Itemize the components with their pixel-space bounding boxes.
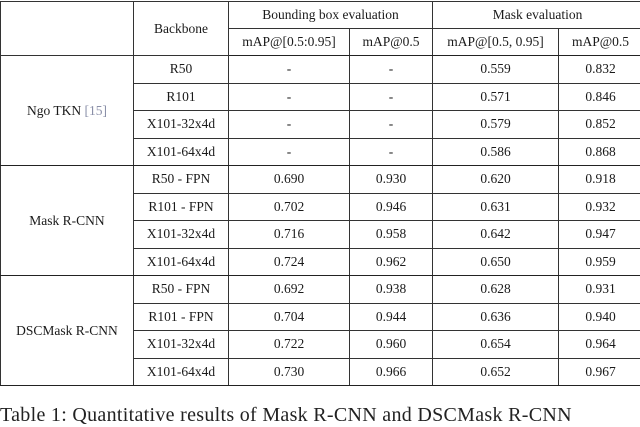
- method-name: Mask R-CNN: [29, 213, 104, 228]
- method-cell: [1, 166, 134, 276]
- mask-map50-cell: 0.947: [559, 221, 640, 249]
- bbox-map-cell: -: [229, 111, 350, 139]
- backbone-cell: X101-64x4d: [134, 248, 229, 276]
- backbone-cell: X101-32x4d: [134, 331, 229, 359]
- bbox-map50-cell-best: 0.966: [350, 358, 433, 386]
- backbone-cell: R101 - FPN: [134, 193, 229, 221]
- backbone-cell: R101: [134, 83, 229, 111]
- bbox-map-cell: 0.716: [229, 221, 350, 249]
- mask-map50-cell: 0.959: [559, 248, 640, 276]
- backbone-cell: X101-32x4d: [134, 221, 229, 249]
- header-mask-evaluation: Mask evaluation: [433, 2, 640, 29]
- mask-map-cell: 0.620: [433, 166, 559, 194]
- mask-map50-cell: 0.846: [559, 83, 640, 111]
- header-mask-map-range: mAP@[0.5, 0.95]: [433, 29, 559, 56]
- bbox-map-cell: -: [229, 83, 350, 111]
- mask-map50-cell: 0.940: [559, 303, 640, 331]
- backbone-cell: R50: [134, 56, 229, 84]
- mask-map-cell: 0.631: [433, 193, 559, 221]
- mask-map-cell: 0.571: [433, 83, 559, 111]
- mask-map-cell: 0.636: [433, 303, 559, 331]
- mask-map-cell-best: 0.654: [433, 331, 559, 359]
- header-mask-map-50: mAP@0.5: [559, 29, 640, 56]
- mask-map50-cell: 0.832: [559, 56, 640, 84]
- backbone-cell: X101-64x4d: [134, 138, 229, 166]
- mask-map50-cell: 0.918: [559, 166, 640, 194]
- mask-map50-cell-best: 0.967: [559, 358, 640, 386]
- bbox-map-cell: 0.704: [229, 303, 350, 331]
- bbox-map50-cell: -: [350, 83, 433, 111]
- header-backbone: Backbone: [134, 2, 229, 56]
- mask-map-cell: 0.579: [433, 111, 559, 139]
- mask-map-cell: 0.642: [433, 221, 559, 249]
- method-cell: [1, 56, 134, 166]
- backbone-cell: X101-32x4d: [134, 111, 229, 139]
- backbone-cell: R50 - FPN: [134, 276, 229, 304]
- bbox-map-cell: 0.702: [229, 193, 350, 221]
- mask-map-cell: 0.559: [433, 56, 559, 84]
- bbox-map-cell: -: [229, 138, 350, 166]
- table-row: [1, 166, 640, 194]
- header-bbox-map-range: mAP@[0.5:0.95]: [229, 29, 350, 56]
- bbox-map50-cell: 0.946: [350, 193, 433, 221]
- header-bbox-map-50: mAP@0.5: [350, 29, 433, 56]
- corner-cell: [1, 2, 134, 56]
- header-bbox-evaluation: Bounding box evaluation: [229, 2, 433, 29]
- table-caption: Table 1: Quantitative results of Mask R-CNN and DSCMask R-CNN: [0, 404, 572, 427]
- bbox-map50-cell: -: [350, 111, 433, 139]
- backbone-cell: X101-64x4d: [134, 358, 229, 386]
- method-name: DSCMask R-CNN: [16, 323, 118, 338]
- bbox-map50-cell: 0.938: [350, 276, 433, 304]
- table-row: [1, 56, 640, 84]
- bbox-map50-cell: 0.962: [350, 248, 433, 276]
- backbone-cell: R101 - FPN: [134, 303, 229, 331]
- bbox-map50-cell: 0.958: [350, 221, 433, 249]
- mask-map50-cell: 0.964: [559, 331, 640, 359]
- method-cell: [1, 276, 134, 386]
- mask-map-cell: 0.628: [433, 276, 559, 304]
- bbox-map50-cell: 0.960: [350, 331, 433, 359]
- bbox-map-cell: 0.724: [229, 248, 350, 276]
- backbone-cell: R50 - FPN: [134, 166, 229, 194]
- bbox-map-cell: 0.690: [229, 166, 350, 194]
- mask-map50-cell: 0.931: [559, 276, 640, 304]
- bbox-map50-cell: -: [350, 56, 433, 84]
- mask-map-cell: 0.652: [433, 358, 559, 386]
- bbox-map-cell: -: [229, 56, 350, 84]
- bbox-map50-cell: 0.944: [350, 303, 433, 331]
- citation-link[interactable]: [15]: [85, 103, 108, 118]
- bbox-map50-cell: 0.930: [350, 166, 433, 194]
- bbox-map-cell-best: 0.730: [229, 358, 350, 386]
- bbox-map-cell: 0.722: [229, 331, 350, 359]
- results-table: [0, 1, 640, 386]
- table-row: [1, 276, 640, 304]
- method-name: Ngo TKN: [27, 103, 81, 118]
- bbox-map-cell: 0.692: [229, 276, 350, 304]
- mask-map50-cell: 0.852: [559, 111, 640, 139]
- mask-map50-cell: 0.932: [559, 193, 640, 221]
- mask-map-cell: 0.586: [433, 138, 559, 166]
- mask-map-cell: 0.650: [433, 248, 559, 276]
- mask-map50-cell: 0.868: [559, 138, 640, 166]
- bbox-map50-cell: -: [350, 138, 433, 166]
